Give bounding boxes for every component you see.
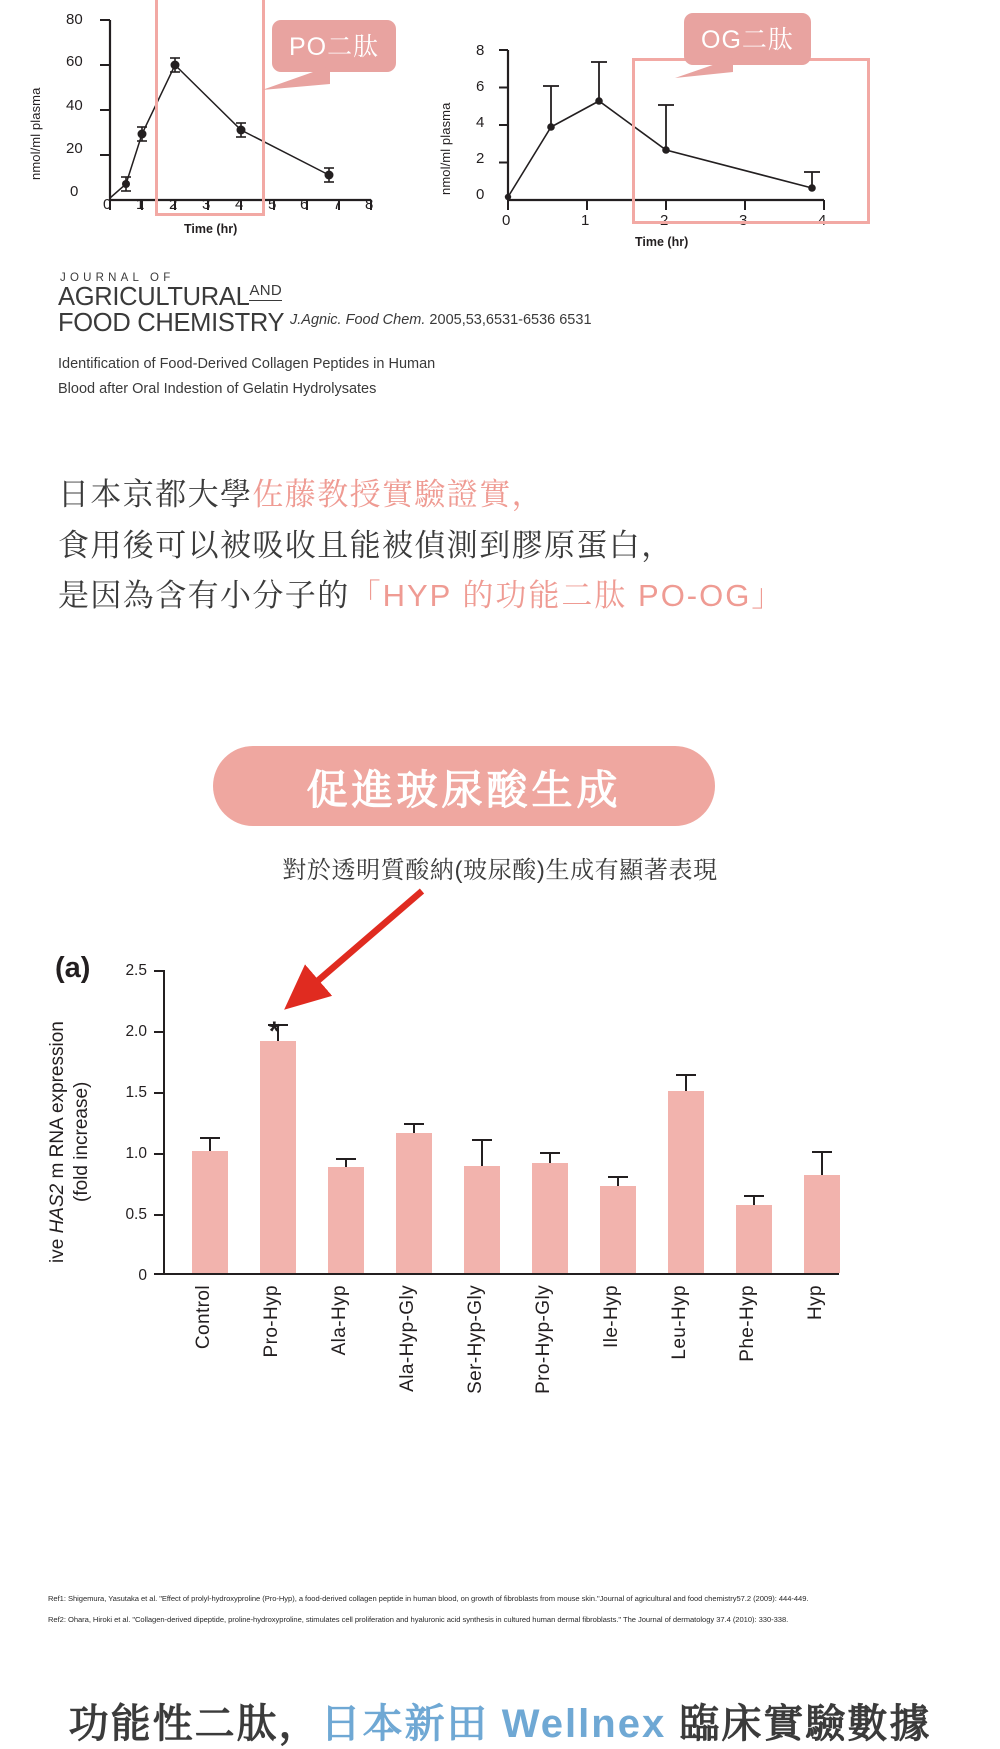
barchart-plot-area	[163, 970, 839, 1275]
bottom-headline-accent: 日本新田 Wellnex	[320, 1702, 667, 1746]
significance-star: *	[269, 1016, 280, 1046]
bottom-headline-part1: 功能性二肽，	[68, 1702, 321, 1746]
journal-name-agricultural: AGRICULTURAL	[58, 283, 250, 311]
journal-citation-italic: J.Agnic. Food Chem.	[290, 312, 426, 328]
references-block	[48, 1593, 958, 1636]
bc-xtick-phe-hyp: Phe-Hyp	[737, 1285, 758, 1362]
po-ytick-60: 60	[66, 53, 83, 70]
po-ytick-80: 80	[66, 11, 83, 28]
bottom-headline-part2: 臨床實驗數據	[666, 1702, 932, 1746]
bar-control	[192, 1151, 228, 1273]
po-xtick-2: 2	[169, 196, 178, 213]
bc-xtick-hyp: Hyp	[805, 1285, 826, 1320]
og-x-axis-label: Time (hr)	[635, 235, 689, 249]
og-ytick-6: 6	[476, 78, 485, 95]
po-xtick-5: 5	[268, 196, 277, 213]
bar-hyp	[804, 1175, 840, 1273]
og-callout-tail	[675, 58, 735, 94]
po-ytick-0: 0	[70, 183, 79, 200]
has2-expression-bar-chart	[0, 940, 1000, 1420]
bc-xtick-pro-hyp: Pro-Hyp	[261, 1285, 282, 1358]
top-figures-row	[0, 0, 1000, 255]
journal-name-and: AND	[249, 282, 283, 299]
po-highlight-box	[155, 0, 265, 216]
bar-ala-hyp	[328, 1167, 364, 1273]
po-callout-tail	[262, 66, 332, 106]
bottom-headline	[0, 1692, 1000, 1749]
bc-xtick-ile-hyp: Ile-Hyp	[601, 1285, 622, 1348]
og-y-axis-label: nmol/ml plasma	[438, 102, 453, 195]
bc-xtick-pro-hyp-gly: Pro-Hyp-Gly	[533, 1285, 554, 1394]
copy-line3-accent: 「HYP 的功能二肽 PO-OG」	[349, 578, 785, 614]
figure-og-dipeptide	[420, 0, 880, 255]
po-xtick-8: 8	[365, 196, 374, 213]
bar-ile-hyp	[600, 1186, 636, 1273]
section-headline-pill: 促進玻尿酸生成	[213, 746, 715, 826]
og-xtick-4: 4	[818, 212, 827, 229]
og-ytick-8: 8	[476, 42, 485, 59]
panel-letter-a: (a)	[55, 952, 91, 984]
po-y-axis-label: nmol/ml plasma	[28, 87, 43, 180]
bar-leu-hyp	[668, 1091, 704, 1273]
barchart-y-axis	[163, 970, 165, 1275]
po-xtick-4: 4	[235, 196, 244, 213]
og-xtick-2: 2	[660, 212, 669, 229]
reference-1: Ref1: Shigemura, Yasutaka et al. "Effect of prolyl-hydroxyproline (Pro-Hyp), a food-derived collagen peptide in human blood, on growth of fibroblasts from mouse skin."Journal of agricultural and food chemistry57.2 (2009): 444-449.	[48, 1594, 809, 1603]
bar-ala-hyp-gly	[396, 1133, 432, 1273]
bc-ytick-0: 0	[138, 1267, 147, 1284]
og-xtick-1: 1	[581, 212, 590, 229]
bar-pro-hyp	[260, 1041, 296, 1273]
section-subcaption: 對於透明質酸納(玻尿酸)生成有顯著表現	[282, 857, 718, 884]
po-x-axis-label: Time (hr)	[184, 222, 238, 236]
bc-ytick-0.5: 0.5	[125, 1206, 147, 1223]
bc-ytick-1.5: 1.5	[125, 1084, 147, 1101]
bc-xtick-ala-hyp-gly: Ala-Hyp-Gly	[397, 1285, 418, 1392]
bc-xtick-ser-hyp-gly: Ser-Hyp-Gly	[465, 1285, 486, 1394]
bar-ser-hyp-gly	[464, 1166, 500, 1273]
bc-xtick-control: Control	[193, 1285, 214, 1350]
journal-citation-block	[58, 272, 958, 401]
copy-line1-accent: 佐藤教授實驗證實，	[252, 477, 545, 512]
po-callout-bubble: PO二肽	[272, 20, 396, 72]
po-ytick-20: 20	[66, 140, 83, 157]
og-highlight-box	[632, 58, 870, 224]
barchart-x-axis	[163, 1273, 839, 1275]
journal-citation	[290, 312, 592, 328]
po-xtick-6: 6	[300, 196, 309, 213]
po-ytick-40: 40	[66, 97, 83, 114]
paper-title-line1: Identification of Food-Derived Collagen Peptides in Human	[58, 355, 436, 372]
reference-2: Ref2: Ohara, Hiroki et al. "Collagen-derived dipeptide, proline-hydroxyproline, stimulates cell proliferation and hyaluronic acid synthesis in cultured human dermal fibroblasts." The Journal of dermatology 37.4 (2010): 330-338.	[48, 1615, 789, 1625]
bc-ytick-1.0: 1.0	[125, 1145, 147, 1162]
bc-xtick-ala-hyp: Ala-Hyp	[329, 1285, 350, 1356]
journal-name-line1	[58, 284, 958, 310]
og-ytick-2: 2	[476, 150, 485, 167]
po-xtick-7: 7	[333, 196, 342, 213]
paper-title-line2: Blood after Oral Indestion of Gelatin Hydrolysates	[58, 380, 377, 397]
og-callout-bubble: OG二肽	[684, 13, 811, 65]
og-ytick-0: 0	[476, 186, 485, 203]
po-xtick-1: 1	[136, 196, 145, 213]
bc-xtick-leu-hyp: Leu-Hyp	[669, 1285, 690, 1360]
journal-citation-rest: 2005,53,6531-6536 6531	[425, 312, 592, 328]
bar-phe-hyp	[736, 1205, 772, 1273]
copy-line-3	[58, 571, 958, 622]
copy-line-2: 食用後可以被吸收且能被偵測到膠原蛋白，	[58, 527, 674, 563]
copy-line1-black: 日本京都大學	[58, 477, 253, 512]
marketing-copy-block	[58, 470, 958, 622]
po-xtick-3: 3	[202, 196, 211, 213]
journal-name-line2: FOOD CHEMISTRY	[58, 309, 285, 338]
barchart-y-axis-label: ive HAS2 m RNA expression (fold increase)	[47, 1021, 92, 1263]
og-ytick-4: 4	[476, 114, 485, 131]
bc-ytick-2.0: 2.0	[125, 1023, 147, 1040]
po-xtick-0: 0	[103, 196, 112, 213]
copy-line-1	[58, 470, 958, 521]
og-xtick-3: 3	[739, 212, 748, 229]
bc-ytick-2.5: 2.5	[125, 962, 147, 979]
og-xtick-0: 0	[502, 212, 511, 229]
copy-line3-black: 是因為含有小分子的	[58, 578, 350, 614]
bar-pro-hyp-gly	[532, 1163, 568, 1273]
journal-of-label: JOURNAL OF	[60, 272, 175, 284]
figure-po-dipeptide	[0, 0, 420, 255]
